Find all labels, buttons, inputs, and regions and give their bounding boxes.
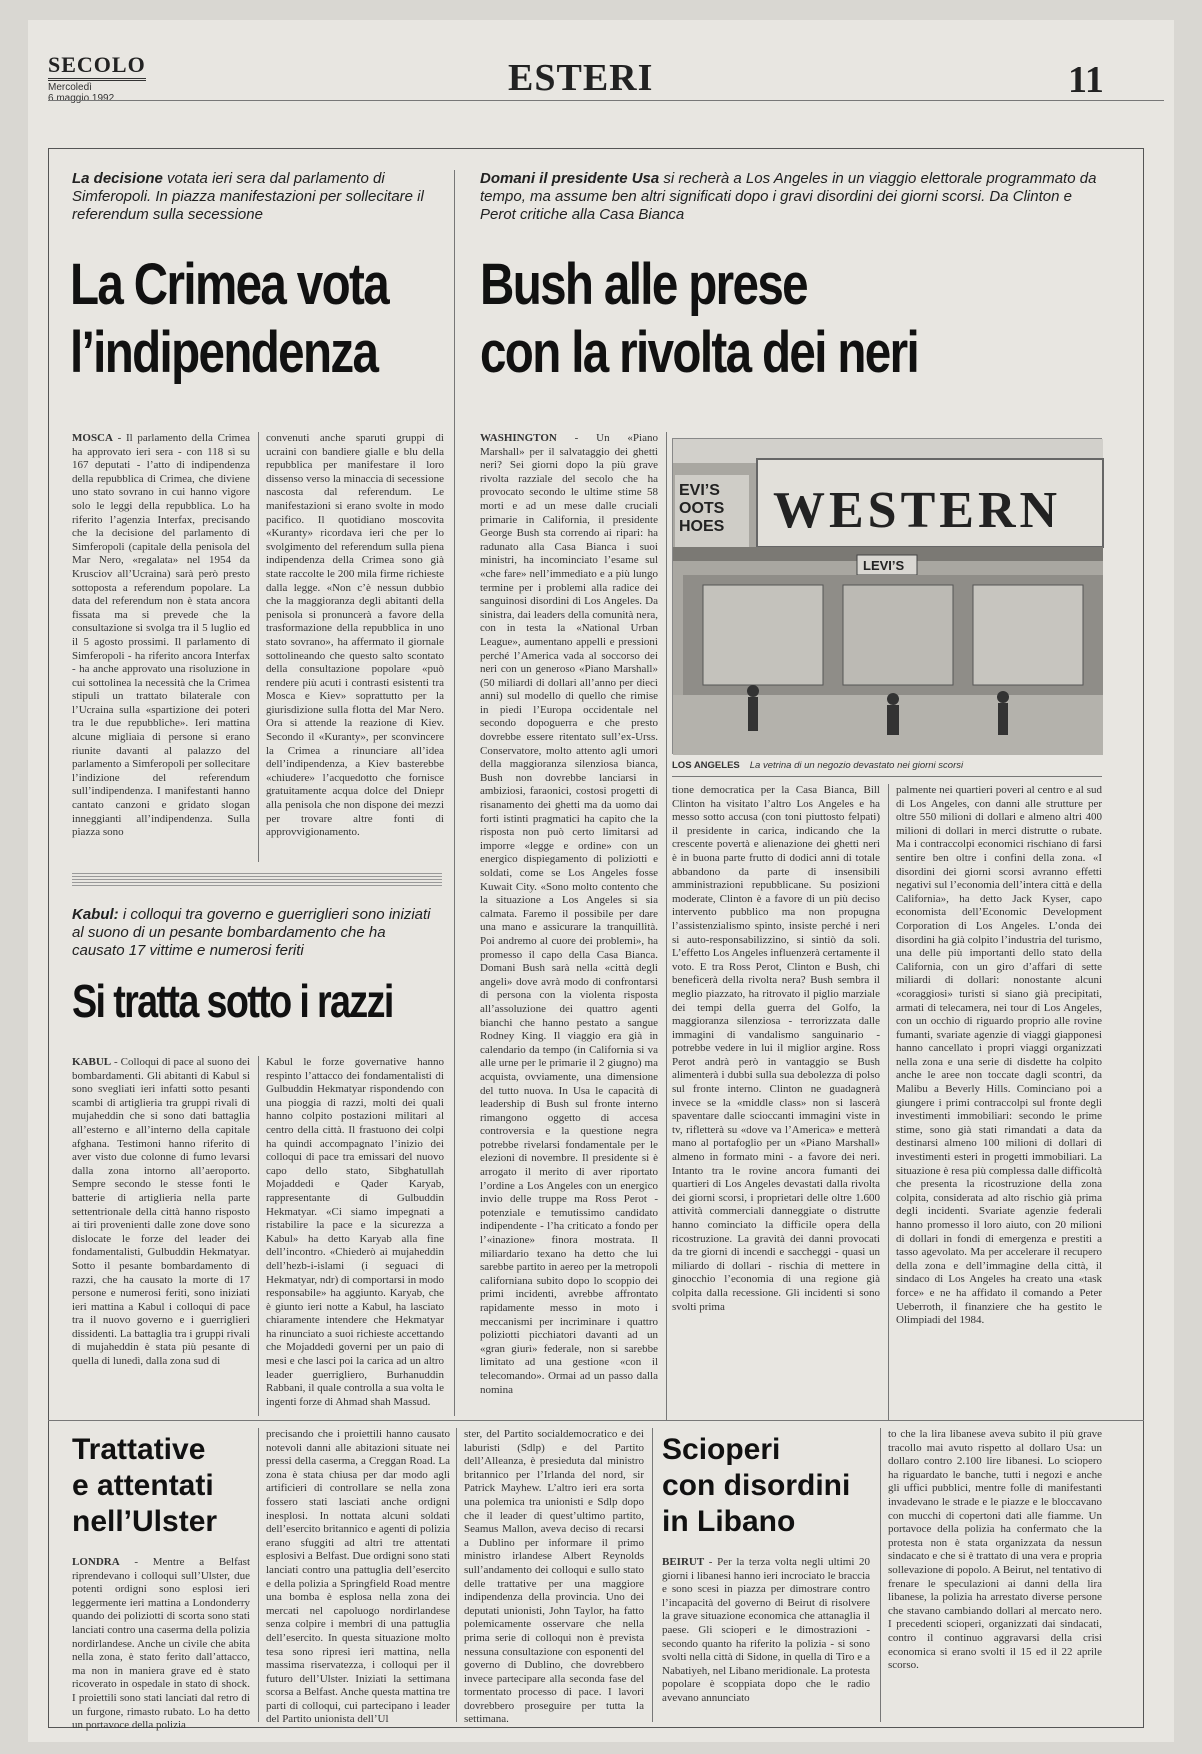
crimea-column-1 [72,432,250,862]
ulster-column-divider-1 [258,1428,259,1722]
libano-headline: Scioperi con disordini in Libano [662,1433,851,1538]
kabul-kicker [72,906,442,960]
ulster-column-divider-2 [456,1428,457,1722]
crimea-headline-1: La Crimea vota [70,252,389,317]
masthead-logo: SECOLO [48,52,146,81]
section-title: ESTERI [508,57,654,99]
kabul-kicker-text: i colloqui tra governo e guerriglieri sono iniziati al suono di un pesante bombardamento che ha causato 17 vittime e numerosi feriti [72,906,431,959]
bush-column-1 [480,432,658,1420]
bush-column-divider-2 [888,784,889,1420]
bush-headline-2: con la rivolta dei neri [480,320,919,385]
bush-column-divider-1 [666,432,667,1420]
bush-column-2: tione democratica per la Casa Bianca, Bill Clinton ha visitato l’altro Los Angeles e ha messo sotto accusa (con toni piuttosto felpati) il presidente in carica, indicando che la crescente povertà e alienazione dei ghetti neri è in buona parte frutto di dodici anni di totale abbandono da parte di insensibili amministrazioni repubblicane. Su posizioni moderate, Clinton è a favore di un più deciso intervento pubblico ma non propugna l’assistenzialismo spinto, insiste perché i neri si auto-responsabilizzino, si sintiò da soli. L’effetto Los Angeles influenzerà certamente il voto. E tra Ross Perot, Clinton e Bush, chi beneficerà della rivolta nera? Bush sembra il meglio piazzato, ha ritrovato il piglio marziale dei tempi della guerra del Golfo, la maggioranza silenziosa - terrorizzata dalle immagini di vandalismo sanguinario - potrebbe vedere in lui il miglior argine. Ross Perot andrà però in vantaggio se Bush alimenterà i dubbi sulla sua debolezza di polso sul fronte interno. Clinton ne guadagnerà invece se la «middle class» non si lascerà spaventare dalle scioccanti immagini viste in tv, rifletterà su «dove va l’America» e metterà mano al portafoglio per un «Piano Marshall» almeno in formato mini - a favore dei neri. Intanto tra le rovine ancora fumanti dei quartieri di Los Angeles devastati dalla rivolta dei giorni scorsi, i proprietari delle oltre 1.600 attività commerciali danneggiate o distrutte hanno cominciato la difficile opera della ricostruzione. La gravità dei danni provocati da tre giorni di incendi e saccheggi - quasi un miliardo di dollari - rischia di mettere in ginocchio l’economia di una regione già colpita dalla recessione. Gli incidenti si sono svolti prima [672,784,880,1313]
libano-left-rule [652,1428,653,1722]
header-rule [48,100,1164,101]
crimea-column-1-text: - Il parlamento della Crimea ha approvato ieri sera - con 118 sì su 167 deputati - l’atto di indipendenza della repubblica di Crimea, che diviene uno stato sovrano in cui hanno vigore solo le leggi della repubblica. Lo ha riferito l’agenzia Interfax, precisando che la decisione del parlamento di Simferopoli (capitale della penisola del Mar Nero, «regalata» nel 1954 da Krusciov all’Ucraina) sarà però presto sottoposta a referendum popolare. La data del referendum non è stata ancora fissata ma si prevede che la consultazione si svolga tra il 5 luglio ed il 5 agosto prossimi. Il parlamento di Simferopoli - ha riferito ancora Interfax - ha anche approvato una risoluzione in cui sottolinea la necessità che la Crimea stipuli un trattato bilaterale con l’Ucraina sulla «spartizione dei poteri tra le due repubbliche». Ieri mattina alcune migliaia di persone si erano riunite davanti al palazzo del parlamento a Simferopoli per sollecitare l’indizione del referendum sull’indipendenza. I manifestanti hanno cantato canzoni e gridato slogan inneggianti all’indipendenza. Sulla piazza sono [72,432,250,839]
libano-column-1 [662,1556,870,1722]
bush-column-1-text: - Un «Piano Marshall» per il salvataggio dei ghetti neri? Sei giorni dopo la più grave rivolta razziale del secolo che ha provocato secondo le ultime stime 58 morti e ad un mese dalle cruciali primarie in California, il presidente George Bush sta correndo ai ripari: ha radunato alla Casa Bianca i suoi ministri, ha incominciato l’esame sul «che fare» nell’immediato e a più lungo termine per i problemi alla radice dei sanguinosi disordini di Los Angeles. Da sinistra, dai leaders della comunità nera, con in testa la «National Urban League», aumentano appelli e pressioni perché l’America vada al soccorso dei neri con un generoso «Piano Marshall» (50 miliardi di dollari all’anno per dieci anni) sul modello di quello che rimise in piedi l’Europa occidentale nel secondo dopoguerra e che presto dovrebbe essere ritentato sull’ex-Urss. Conservatore, molto attento agli umori della maggioranza silenziosa bianca, Bush non dovrebbe lanciarsi in ambiziosi, faraonici, costosi progetti di risanamento dei ghetti ma da uomo dai forti istinti pragmatici ha capito che la risposta non può certo limitarsi ad imporre «legge e ordine» con un energico dispiegamento di poliziotti e soldati, come se Los Angeles fosse Kuwait City. «Sono molto contento che la situazione a Los Angeles si sia calmata. Faremo il possibile per dare una mano e assicurare la tranquillità. Poi andremo al cuore dei problemi», ha promesso il capo della Casa Bianca. Domani Bush sarà nella «città degli angeli» dove avrà modo di confrontarsi di persona con la violenta risposta all’assoluzione dei quattro agenti bianchi che hanno pestato a sangue Rodney King. Il viaggio era già in calendario da tempo (in California si va alle urne per le primarie il 2 giugno) ma acquista, ovviamente, una dimensione del tutto nuova. In Usa le capacità di leadership di Bush sul fronte interno rimangono oggetto di accesa controversia e la questione negra potrebbe rivelarsi fondamentale per le elezioni di novembre. Il presidente si è arrogato il merito di aver riportato l’ordine a Los Angeles con un energico invio delle truppe ma Ross Perot - potenziale e temutissimo candidato indipendente - l’ha criticato a fondo per l’«inazione» finora mostrata. Il miliardario texano ha detto che lui sarebbe partito in aereo per la metropoli californiana subito dopo lo scoppio dei primi incidenti, avrebbe affrontato rapidamente messo in moto i meccanismi per incriminare i quattro poliziotti picchiatori davanti ad un «gran giurì» federale, non si sarebbe limitato ad una gestione «con il telecomando». Ormai ad un passo dalla nomina [480,432,658,1396]
crimea-dateline: MOSCA [72,432,113,444]
ulster-dateline: LONDRA [72,1556,120,1568]
bush-kicker [480,170,1100,224]
los-angeles-photo [672,438,1102,754]
kabul-column-1-text: - Colloqui di pace al suono dei bombardamenti. Gli abitanti di Kabul si sono svegliati ieri infatti sotto pesanti scambi di artiglieria tra gruppi rivali di mujaheddin che si sono dati battaglia all’esterno e all’interno della capitale afghana. Testimoni hanno riferito di aver visto due colonne di fumo levarsi dalla zona intorno all’aeroporto. Sempre secondo le stesse fonti le batterie di artiglieria nella parte settentrionale della città hanno risposto ai tiri provenienti dalle zone dove sono dislocate le forze del leader dei fondamentalisti, Gulbuddin Hekmatyar. Sotto il pesante bombardamento di razzi, che ha causato la morte di 17 persone e numerosi feriti, sono iniziati ieri mattina a Kabul i colloqui di pace tra il nuovo governo e i guerriglieri dissidenti. La battaglia tra i gruppi rivali di mujaheddin è stata più pesante di quella di lunedì, dalla zona sud di [72,1056,250,1368]
masthead-day: Mercoledì [48,82,92,93]
crimea-kicker-lead: La decisione [72,170,163,187]
main-column-divider [454,170,455,1416]
crimea-kicker-text: votata ieri sera dal parlamento di Simferopoli. In piazza manifestazioni per sollecitare il referendum sulla secessione [72,170,424,223]
ulster-column-1 [72,1556,250,1732]
masthead-full-date: 6 maggio 1992 [48,93,115,104]
ulster-headline: Trattative e attentati nell’Ulster [72,1433,218,1538]
libano-column-divider [880,1428,881,1722]
crimea-column-2: convenuti anche sparuti gruppi di ucraini con bandiere gialle e blu della repubblica per manifestare il loro dissenso verso la minaccia di secessione nascosta dal referendum. Le manifestazioni si erano svolte in modo pacifico. Il quotidiano moscovita «Kuranty» ricordava ieri che per lo svolgimento del referendum sulla piena indipendenza della Crimea sono già state raccolte le 200 mila firme richieste dalla legge. «Non c’è nessun dubbio che la maggioranza degli abitanti della penisola si pronuncerà a favore della trasformazione della repubblica in uno stato sovrano», ha affermato il giornale sottolineando che questo salto scontato della consultazione popolare «può rendere più acuti i contrasti esistenti tra Mosca e Kiev» soprattutto per la giurisdizione sulla flotta del Mar Nero. Ora si attende la reazione di Kiev. Secondo il «Kuranty», per sconvincere la Crimea a rinunciare all’idea dell’indipendenza, a Kiev basterebbe «chiudere» l’acquedotto che fornisce gratuitamente acqua dolce del Dniepr alla penisola che non dispone dei mezzi per trovare altre fonti di approvvigionamento. [266,432,444,839]
kabul-dateline: KABUL [72,1056,112,1068]
caption-rule [672,776,1102,777]
bottom-section-rule [48,1420,1144,1421]
bush-kicker-text: si recherà a Los Angeles in un viaggio elettorale programmato da tempo, ma assume ben altri significati dopo i gravi disordini dei giorni scorsi. Da Clinton e Perot critiche alla Casa Bianca [480,170,1097,223]
ulster-column-1-text: - Mentre a Belfast riprendevano i colloqui sull’Ulster, due potenti ordigni sono esplosi ieri leggermente ieri mattina a Londonderry quando dei poliziotti di scorta sono stati lanciati contro una caserma della polizia nordirlandese. Anche un civile che abita nella zona, è stato ferito dall’attacco, ma non in maniera grave ed è stato ricoverato in ospedale in stato di shock. I proiettili sono stati lanciati dal retro di un furgone, rimasto rubato. Lo ha detto un portavoce della polizia [72,1556,250,1732]
kabul-column-1 [72,1056,250,1416]
kabul-column-2: Kabul le forze governative hanno respinto l’attacco dei fondamentalisti di Gulbuddin Hekmatyar rispondendo con una pioggia di razzi, molti dei quali hanno colpito postazioni militari al centro della città. Il frastuono dei colpi ha quindi accompagnato l’inizio dei colloqui di pace tra emissari del nuovo capo dello stato, Sibghatullah Mojaddedi e Qader Karyab, rappresentante di Gulbuddin Hekmatyar. «Ci siamo impegnati a ristabilire la pace e la sicurezza a Kabul» ha detto Karyab alla fine dell’incontro. «Chiederò ai mujaheddin dell’hezb-i-islami (i seguaci di Hekmatyar, ndr) di comportarsi in modo responsabile» ha aggiunto. Karyab, che è giunto ieri notte a Kabul, ha lasciato chiaramente intendere che Hekmatyar ha rinunciato a suoi richieste accettando che Mojaddedi governi per un paio di mesi e che lasci poi la carica ad un altro leader guerrigliero, Burhanuddin Rabbani, il quale controlla a sua volta le ingenti forze di Ahmad shah Massud. [266,1056,444,1408]
kabul-column-divider [258,1056,259,1416]
kabul-headline: Si tratta sotto i razzi [72,975,393,1027]
page-number: 11 [1068,59,1104,101]
caption-place: LOS ANGELES [672,760,740,771]
ulster-column-2: precisando che i proiettili hanno causato notevoli danni alle abitazioni situate nei pressi della caserma, a Creggan Road. La zona è stata chiusa per dar modo agli artificieri di controllare se nella zona fossero stati lasciati anche ordigni inesplosi. In nottata alcuni soldati dell’esercito britannico e agenti di polizia erano sfuggiti ad altri tre attentati esplosivi a Belfast. Due ordigni sono stati lanciati contro una pattuglia dell’esercito e della polizia a Springfield Road mentre una bomba è esplosa nella zona dei mercati nel capoluogo nordirlandese senza colpire i membri di una pattuglia dell’esercito. In questa situazione molto tesa sono ripresi ieri mattina, nella massima riservatezza, i colloqui per il futuro dell’Ulster. Iniziati la settimana scorsa a Belfast. Anche questa mattina tre parti di colloqui, cui partecipano i leader del Partito unionista dell’Ul [266,1428,450,1726]
libano-dateline: BEIRUT [662,1556,705,1568]
photo-caption [672,760,1102,771]
libano-column-2: to che la lira libanese aveva subito il più grave tracollo mai avuto rispetto al dollaro Usa: un dollaro contro 2.100 lire libanesi. Lo sciopero ha riguardato le banche, tutti i negozi e anche gli uffici pubblici, mentre folle di manifestanti invadevano le strade e le piazze e le bloccavano con mucchi di copertoni dati alle fiamme. Un portavoce della polizia ha confermato che la protesta non è stata organizzata da nessun sindacato e che si è trattato di una vera e propria sollevazione di popolo. A Beirut, nel tentativo di frenare le speculazioni ai danni della lira libanese, la polizia ha arrestato diverse persone che stavano cambiando dollari al mercato nero. I precedenti scioperi, organizzati dai sindacati, contro il continuo aggravarsi della crisi economica si erano svolti il 15 ed il 22 aprile scorso. [888,1428,1102,1672]
storefront-illustration [673,439,1103,755]
newspaper-page [28,20,1174,1742]
ulster-column-3: ster, del Partito socialdemocratico e dei laburisti (Sdlp) e del Partito dell’Alleanza, è presieduta dal ministro britannico per l’Irlanda del nord, sir Patrick Mayhew. L’altro ieri era sorta una polemica tra unionisti e Sdlp dopo che il leader di quest’ultimo partito, Seamus Mallon, aveva deciso di recarsi a Dublino per informare il primo ministro irlandese Albert Reynolds sull’andamento dei colloqui e sullo stato delle trattative per una maggiore indipendenza della provincia. Uno dei deputati unionisti, John Taylor, ha fatto polemicamente osservare che nella prima serie di colloqui non è prevista nessuna consultazione con esponenti del governo di Dublino, che dovrebbero invece partecipare alla seconda fase del tormentato processo di pace. I lavori dovrebbero proseguire per tutta la settimana. [464,1428,644,1726]
libano-column-1-text: - Per la terza volta negli ultimi 20 giorni i libanesi hanno ieri incrociato le braccia e sono scesi in piazza per dimostrare contro l’incapacità del governo di Beirut di risolvere la grave situazione economica che attanaglia il paese. Gli scioperi e le dimostrazioni - secondo quanto ha riferito la polizia - si sono svolti nella città di Sidone, in quella di Tiro e a Nabatiyeh, nel Libano meridionale. La protesta popolare è scoppiata dopo che le radio avevano annunciato [662,1556,871,1704]
kabul-kicker-lead: Kabul: [72,906,119,923]
caption-text: La vetrina di un negozio devastato nei giorni scorsi [749,760,964,771]
photo-sign-levis: LEVI’S [863,558,905,573]
photo-sign-left: EVI’S OOTS HOES [679,482,725,535]
bush-kicker-lead: Domani il presidente Usa [480,170,660,187]
crimea-column-divider [258,432,259,862]
crimea-kicker [72,170,432,224]
crimea-headline-2: l’indipendenza [70,320,378,385]
bush-column-3: palmente nei quartieri poveri al centro e al sud di Los Angeles, con danni alle strutture per oltre 550 milioni di dollari e almeno altri 400 milioni di dollari in merci distrutte o rubate. Ma i contraccolpi economici rischiano di farsi sentire ben oltre i confini della zona. «I disordini dei giorni scorsi avranno effetti negativi sul l’economia dell’intera città e della California», ha detto Jack Kyser, capo economista dell’Economic Development Corporation di Los Angeles. L’onda dei disordini ha già colpito l’industria del turismo, una delle più importanti dello stato della California, con un giro d’affari di sette miliardi di dollari: nonostante alcuni «coraggiosi» turisti si siano già precipitati, armati di telecamera, nei tour di Los Angeles, con un occhio di riguardo proprio alle rovine fumanti, svariate agenzie di viaggi giapponesi hanno cancellato i propri viaggi organizzati nella zona e una serie di disdette ha colpito anche le aree non toccate dagli scontri, da Malibu a Beverly Hills. Cominciano poi a giungere i primi contraccolpi sul fronte degli investimenti immobiliari: secondo le prime stime, sono già stati rimandati a data da destinarsi almeno 100 milioni di dollari di investimenti esteri in progetti immobiliari. La situazione è resa più complessa dalle difficoltà che presenta la ricostruzione della zona colpita, considerata ad alto rischio già prima degli incidenti. Svariate agenzie federali hanno promesso il loro aiuto, con 20 milioni di dollari in fondi di emergenza e prestiti a tasso agevolato. Ma per accelerare il recupero della zona e dell’immagine della città, il sindaco di Los Angeles ha creato una «task force» e ne ha affidato il comando a Peter Ueberroth, il finanziere che ha gestito le Olimpiadi del 1984. [896,784,1102,1327]
kabul-separator [72,872,442,886]
bush-dateline: WASHINGTON [480,432,557,444]
bush-headline-1: Bush alle prese [480,252,807,317]
photo-sign-western: WESTERN [773,482,1062,539]
